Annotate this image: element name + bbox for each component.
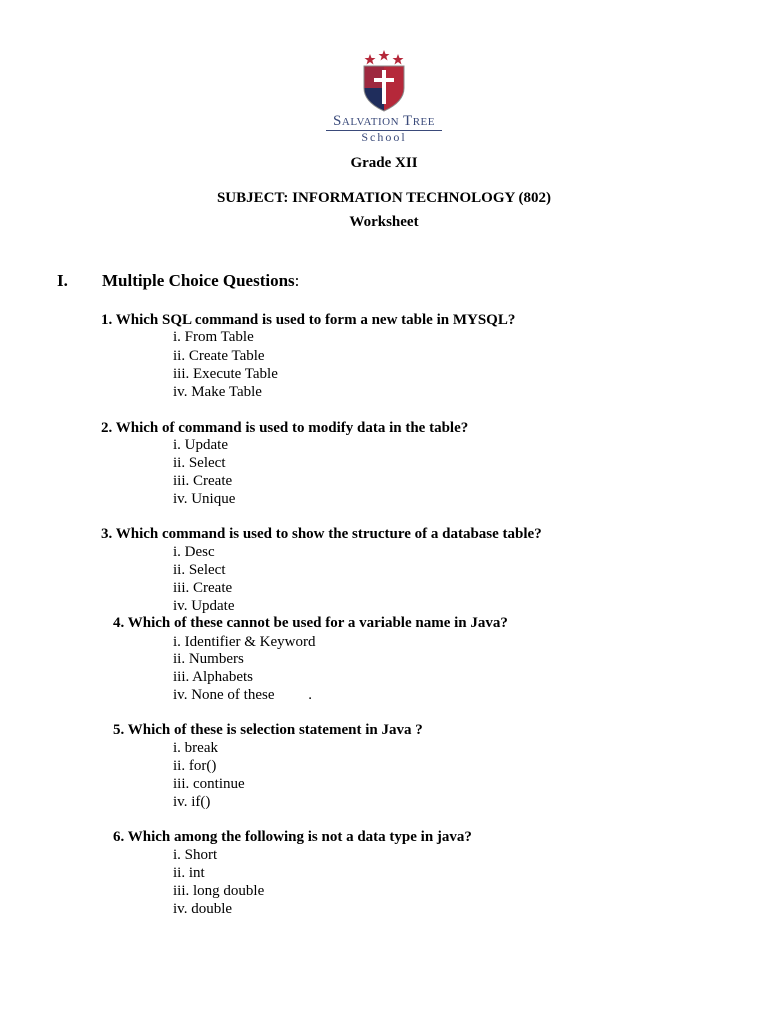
q6-option-2: ii. int [173,865,205,881]
section-number: I. [57,271,68,290]
q2-option-2: ii. Select [173,455,226,471]
section-colon: : [294,271,300,290]
q5-option-2: ii. for() [173,758,217,774]
q6-option-4: iv. double [173,901,233,917]
q2-option-4: iv. Unique [173,491,236,507]
q1-option-4: iv. Make Table [173,384,262,400]
question-5: 5. Which of these is selection statement in Java ? [113,722,423,738]
q4-option-4: iv. None of these . [173,687,312,703]
question-4: 4. Which of these cannot be used for a variable name in Java? [113,615,508,631]
question-2: 2. Which of command is used to modify data in the table? [101,420,469,436]
q5-option-3: iii. continue [173,776,245,792]
section-title: Multiple Choice Questions [102,271,295,290]
q4-option-3: iii. Alphabets [173,669,253,685]
q6-option-3: iii. long double [173,883,265,899]
q1-option-2: ii. Create Table [173,348,265,364]
worksheet-title: Worksheet [349,214,419,230]
q3-option-2: ii. Select [173,562,226,578]
school-name: Salvation Tree [333,113,435,129]
q6-option-1: i. Short [173,847,218,863]
q2-option-1: i. Update [173,437,228,453]
q5-option-4: iv. if() [173,794,211,810]
q5-option-1: i. break [173,740,218,756]
school-subtext: School [361,130,407,144]
q3-option-4: iv. Update [173,598,235,614]
grade-title: Grade XII [350,155,418,171]
q4-option-1: i. Identifier & Keyword [173,634,316,650]
q2-option-3: iii. Create [173,473,233,489]
q4-option-2: ii. Numbers [173,651,244,667]
question-3: 3. Which command is used to show the structure of a database table? [101,526,542,542]
school-logo [320,50,448,142]
question-1: 1. Which SQL command is used to form a new table in MYSQL? [101,312,516,328]
question-6: 6. Which among the following is not a data type in java? [113,829,472,845]
shield-icon [360,50,408,112]
q1-option-1: i. From Table [173,329,254,345]
subject-title: SUBJECT: INFORMATION TECHNOLOGY (802) [216,190,552,206]
q1-option-3: iii. Execute Table [173,366,278,382]
q3-option-1: i. Desc [173,544,215,560]
q3-option-3: iii. Create [173,580,233,596]
section-heading [102,271,299,291]
